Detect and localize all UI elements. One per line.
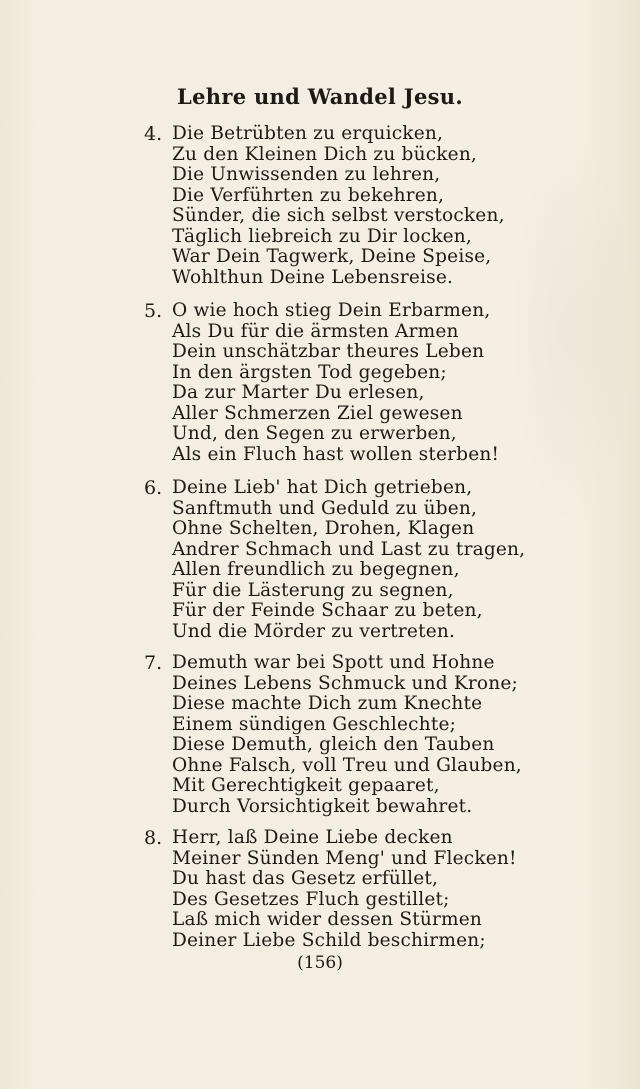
verse-line: Andrer Schmach und Last zu tragen, bbox=[172, 538, 526, 560]
verse-line: Ohne Falsch, voll Treu und Glauben, bbox=[172, 754, 522, 776]
verse-number: 4. bbox=[144, 123, 163, 145]
verse-line: Ohne Schelten, Drohen, Klagen bbox=[172, 518, 475, 539]
verse-line: War Dein Tagwerk, Deine Speise, bbox=[172, 246, 492, 267]
verse-line: Allen freundlich zu begegnen, bbox=[172, 559, 460, 580]
verse-lines bbox=[172, 828, 517, 951]
verse-line: Deiner Liebe Schild beschirmen; bbox=[172, 929, 486, 951]
verse-line: Sünder, die sich selbst verstocken, bbox=[172, 205, 505, 226]
verse-number: 5. bbox=[144, 300, 163, 322]
verse-line: Wohlthun Deine Lebensreise. bbox=[172, 266, 454, 288]
verse-number: 8. bbox=[144, 827, 163, 849]
running-head: Lehre und Wandel Jesu. bbox=[177, 84, 463, 109]
verse-line: Als Du für die ärmsten Armen bbox=[172, 320, 459, 342]
verse-line: Durch Vorsichtigkeit bewahret. bbox=[172, 795, 473, 817]
verse-line: Du hast das Gesetz erfüllet, bbox=[172, 868, 439, 889]
page-number: (156) bbox=[297, 953, 343, 973]
verse-line: Aller Schmerzen Ziel gewesen bbox=[172, 402, 463, 424]
verse-line: Und die Mörder zu vertreten. bbox=[172, 620, 456, 642]
verse-line: O wie hoch stieg Dein Erbarmen, bbox=[172, 300, 491, 321]
verse-line: Und, den Segen zu erwerben, bbox=[172, 423, 457, 444]
verse-line: Sanftmuth und Geduld zu üben, bbox=[172, 497, 478, 519]
verse-line: Die Betrübten zu erquicken, bbox=[172, 123, 444, 144]
verse-line: Zu den Kleinen Dich zu bücken, bbox=[172, 143, 478, 165]
verse-line: Deine Lieb' hat Dich getrieben, bbox=[172, 477, 473, 498]
verse-line: Die Verführten zu bekehren, bbox=[172, 184, 445, 206]
verse-line: Die Unwissenden zu lehren, bbox=[172, 164, 441, 185]
verse-line: Einem sündigen Geschlechte; bbox=[172, 713, 457, 735]
verse-lines bbox=[172, 301, 499, 465]
verse-lines bbox=[172, 653, 522, 817]
verse-lines bbox=[172, 124, 505, 288]
verse-line: Laß mich wider dessen Stürmen bbox=[172, 909, 483, 930]
show-through-shadow bbox=[512, 130, 632, 530]
verse-line: Herr, laß Deine Liebe decken bbox=[172, 827, 453, 848]
verse-line: Demuth war bei Spott und Hohne bbox=[172, 652, 495, 673]
verse-line: Da zur Marter Du erlesen, bbox=[172, 382, 425, 403]
verse-line: Dein unschätzbar theures Leben bbox=[172, 341, 485, 362]
verse-line: In den ärgsten Tod gegeben; bbox=[172, 361, 447, 383]
verse-line: Diese Demuth, gleich den Tauben bbox=[172, 734, 495, 755]
verse-line: Diese machte Dich zum Knechte bbox=[172, 693, 483, 714]
verse-lines bbox=[172, 478, 525, 642]
verse-number: 7. bbox=[144, 652, 163, 674]
verse-line: Deines Lebens Schmuck und Krone; bbox=[172, 672, 518, 694]
verse-line: Für der Feinde Schaar zu beten, bbox=[172, 600, 483, 621]
verse-line: Mit Gerechtigkeit gepaaret, bbox=[172, 775, 440, 796]
verse-line: Für die Lästerung zu segnen, bbox=[172, 579, 454, 601]
verse-line: Meiner Sünden Meng' und Flecken! bbox=[172, 847, 517, 869]
verse-line: Als ein Fluch hast wollen sterben! bbox=[172, 443, 500, 465]
verse-line: Des Gesetzes Fluch gestillet; bbox=[172, 888, 450, 910]
verse-number: 6. bbox=[144, 477, 163, 499]
verse-line: Täglich liebreich zu Dir locken, bbox=[172, 225, 472, 247]
